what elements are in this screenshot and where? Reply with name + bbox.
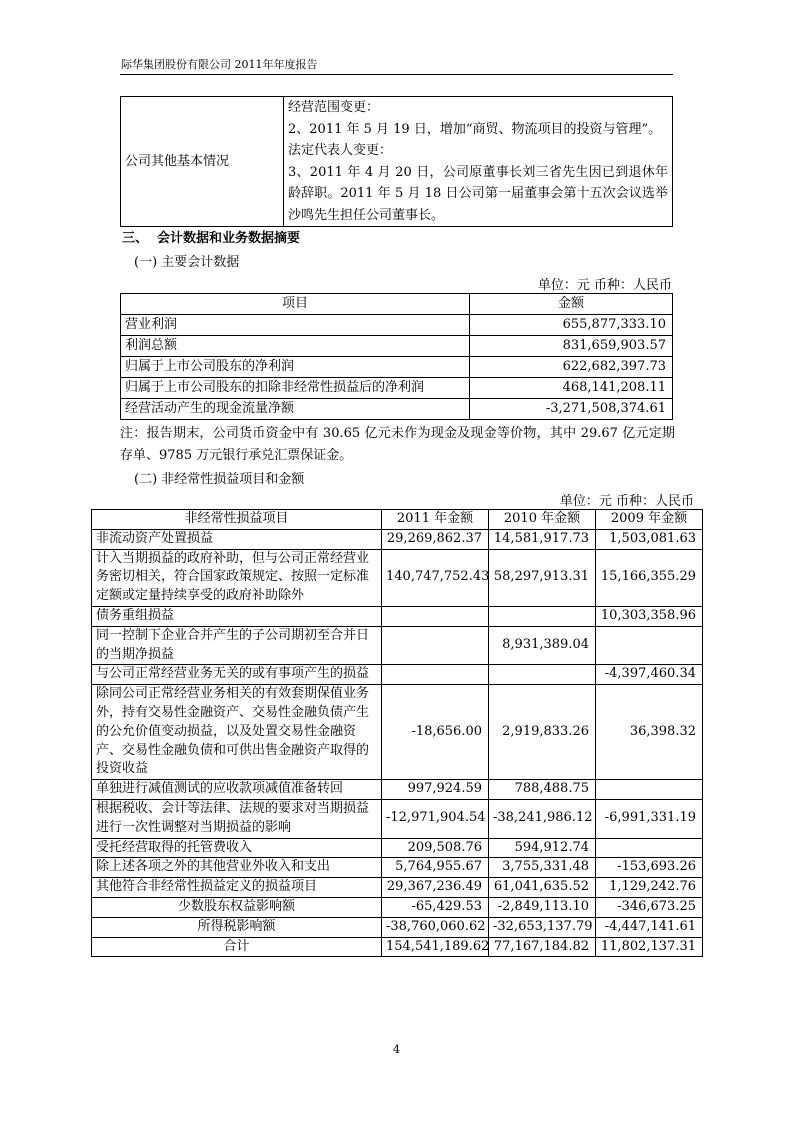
table-row — [92, 780, 703, 800]
row-2009: 1,129,242.76 — [596, 878, 703, 898]
row-2011: 209,508.76 — [382, 838, 489, 858]
main-accounting-table — [120, 293, 673, 420]
row-item: 债务重组损益 — [92, 606, 382, 626]
company-info-table — [120, 96, 673, 227]
row-item: 与公司正常经营业务无关的或有事项产生的损益 — [92, 665, 382, 685]
row-item: 经营活动产生的现金流量净额 — [121, 399, 470, 420]
nonrecurring-unit: 单位：元 币种：人民币 — [559, 494, 694, 509]
row-2010: -2,849,113.10 — [489, 897, 596, 917]
row-2011: 997,924.59 — [382, 780, 489, 800]
row-2009 — [596, 626, 703, 665]
info-content — [284, 97, 673, 227]
row-item: 受托经营取得的托管费收入 — [92, 838, 382, 858]
table-row — [121, 357, 673, 378]
table-row — [92, 799, 703, 838]
row-item: 计入当期损益的政府补助，但与公司正常经营业务密切相关，符合国家政策规定、按照一定标准定额或定量持续享受的政府补助除外 — [92, 549, 382, 606]
minority-row — [92, 897, 703, 917]
row-item: 少数股东权益影响额 — [92, 897, 382, 917]
table-row — [92, 685, 703, 780]
row-2010: 2,919,833.26 — [489, 685, 596, 780]
row-item: 营业利润 — [121, 315, 470, 336]
row-item: 利润总额 — [121, 336, 470, 357]
row-2009: 1,503,081.63 — [596, 529, 703, 549]
col-header-2011: 2011 年金额 — [382, 510, 489, 530]
row-2009: 15,166,355.29 — [596, 549, 703, 606]
row-2011: 140,747,752.43 — [382, 549, 489, 606]
info-line: 经营范围变更： — [288, 100, 380, 115]
row-2010: 3,755,331.48 — [489, 858, 596, 878]
table-note: 注：报告期末，公司货币资金中有 30.65 亿元未作为现金及现金等价物，其中 29.67 亿元定期存单、9785 万元银行承兑汇票保证金。 — [120, 426, 675, 463]
row-2009: 11,802,137.31 — [596, 937, 703, 957]
table-row — [92, 858, 703, 878]
row-item: 除同公司正常经营业务相关的有效套期保值业务外，持有交易性金融资产、交易性金融负债产生的公允价值变动损益，以及处置交易性金融资产、交易性金融负债和可供出售金融资产取得的投资收益 — [92, 685, 382, 780]
row-item: 除上述各项之外的其他营业外收入和支出 — [92, 858, 382, 878]
row-2009: 10,303,358.96 — [596, 606, 703, 626]
row-2011 — [382, 626, 489, 665]
table-row — [121, 336, 673, 357]
table-row — [92, 549, 703, 606]
row-2010: 61,041,635.52 — [489, 878, 596, 898]
row-2011: 154,541,189.62 — [382, 937, 489, 957]
row-item: 非流动资产处置损益 — [92, 529, 382, 549]
table-row — [92, 665, 703, 685]
row-2011: -65,429.53 — [382, 897, 489, 917]
table-row — [92, 606, 703, 626]
table-row — [121, 378, 673, 399]
col-header-item: 项目 — [121, 294, 470, 315]
row-2010: 8,931,389.04 — [489, 626, 596, 665]
col-header-2009: 2009 年金额 — [596, 510, 703, 530]
row-2009: 36,398.32 — [596, 685, 703, 780]
row-2010 — [489, 606, 596, 626]
main-data-unit: 单位：元 币种：人民币 — [537, 278, 672, 293]
row-2009: -6,991,331.19 — [596, 799, 703, 838]
row-amount: -3,271,508,374.61 — [470, 399, 673, 420]
row-2010: 788,488.75 — [489, 780, 596, 800]
row-2010: 58,297,913.31 — [489, 549, 596, 606]
row-2010: 594,912.74 — [489, 838, 596, 858]
report-header: 际华集团股份有限公司 2011年年度报告 — [121, 58, 318, 71]
row-2011: -38,760,060.62 — [382, 917, 489, 937]
tax-row — [92, 917, 703, 937]
row-item: 归属于上市公司股东的净利润 — [121, 357, 470, 378]
table-row — [121, 399, 673, 420]
table-row — [92, 529, 703, 549]
row-amount: 622,682,397.73 — [470, 357, 673, 378]
row-2011: 29,269,862.37 — [382, 529, 489, 549]
col-header-amount: 金额 — [470, 294, 673, 315]
section-title: 三、 会计数据和业务数据摘要 — [122, 231, 301, 246]
row-2011 — [382, 606, 489, 626]
header-rule — [120, 74, 673, 75]
nonrecurring-table — [91, 509, 703, 957]
row-2009: -4,397,460.34 — [596, 665, 703, 685]
table-row — [92, 838, 703, 858]
info-line: 法定代表人变更： — [288, 143, 393, 158]
row-amount: 655,877,333.10 — [470, 315, 673, 336]
info-label: 公司其他基本情况 — [121, 97, 284, 227]
row-2011: -12,971,904.54 — [382, 799, 489, 838]
main-data-subtitle: (一) 主要会计数据 — [134, 255, 240, 270]
table-row — [92, 878, 703, 898]
row-amount: 468,141,208.11 — [470, 378, 673, 399]
row-2009 — [596, 838, 703, 858]
row-2011 — [382, 665, 489, 685]
row-2009: -346,673.25 — [596, 897, 703, 917]
row-2009 — [596, 780, 703, 800]
page-number: 4 — [393, 1043, 400, 1056]
row-2011: 5,764,955.67 — [382, 858, 489, 878]
row-item: 单独进行减值测试的应收款项减值准备转回 — [92, 780, 382, 800]
col-header-2010: 2010 年金额 — [489, 510, 596, 530]
row-2010: 14,581,917.73 — [489, 529, 596, 549]
row-amount: 831,659,903.57 — [470, 336, 673, 357]
row-2010: -32,653,137.79 — [489, 917, 596, 937]
info-line: 2、2011 年 5 月 19 日，增加“商贸、物流项目的投资与管理”。 — [288, 121, 662, 137]
row-2010: -38,241,986.12 — [489, 799, 596, 838]
row-item: 所得税影响额 — [92, 917, 382, 937]
row-item: 其他符合非经常性损益定义的损益项目 — [92, 878, 382, 898]
row-item: 归属于上市公司股东的扣除非经常性损益后的净利润 — [121, 378, 470, 399]
row-2009: -153,693.26 — [596, 858, 703, 878]
total-row — [92, 937, 703, 957]
info-line: 3、2011 年 4 月 20 日，公司原董事长刘三省先生因已到退休年龄辞职。2011 年 5 月 18 日公司第一届董事会第十五次会议选举沙鸣先生担任公司董事长。 — [288, 164, 668, 223]
row-2011: -18,656.00 — [382, 685, 489, 780]
row-item: 根据税收、会计等法律、法规的要求对当期损益进行一次性调整对当期损益的影响 — [92, 799, 382, 838]
row-2010 — [489, 665, 596, 685]
table-row — [121, 315, 673, 336]
nonrecurring-subtitle: (二) 非经常性损益项目和金额 — [134, 472, 305, 487]
col-header-item: 非经常性损益项目 — [92, 510, 382, 530]
row-2009: -4,447,141.61 — [596, 917, 703, 937]
row-item: 合计 — [92, 937, 382, 957]
row-2011: 29,367,236.49 — [382, 878, 489, 898]
row-item: 同一控制下企业合并产生的子公司期初至合并日的当期净损益 — [92, 626, 382, 665]
table-row — [92, 626, 703, 665]
row-2010: 77,167,184.82 — [489, 937, 596, 957]
